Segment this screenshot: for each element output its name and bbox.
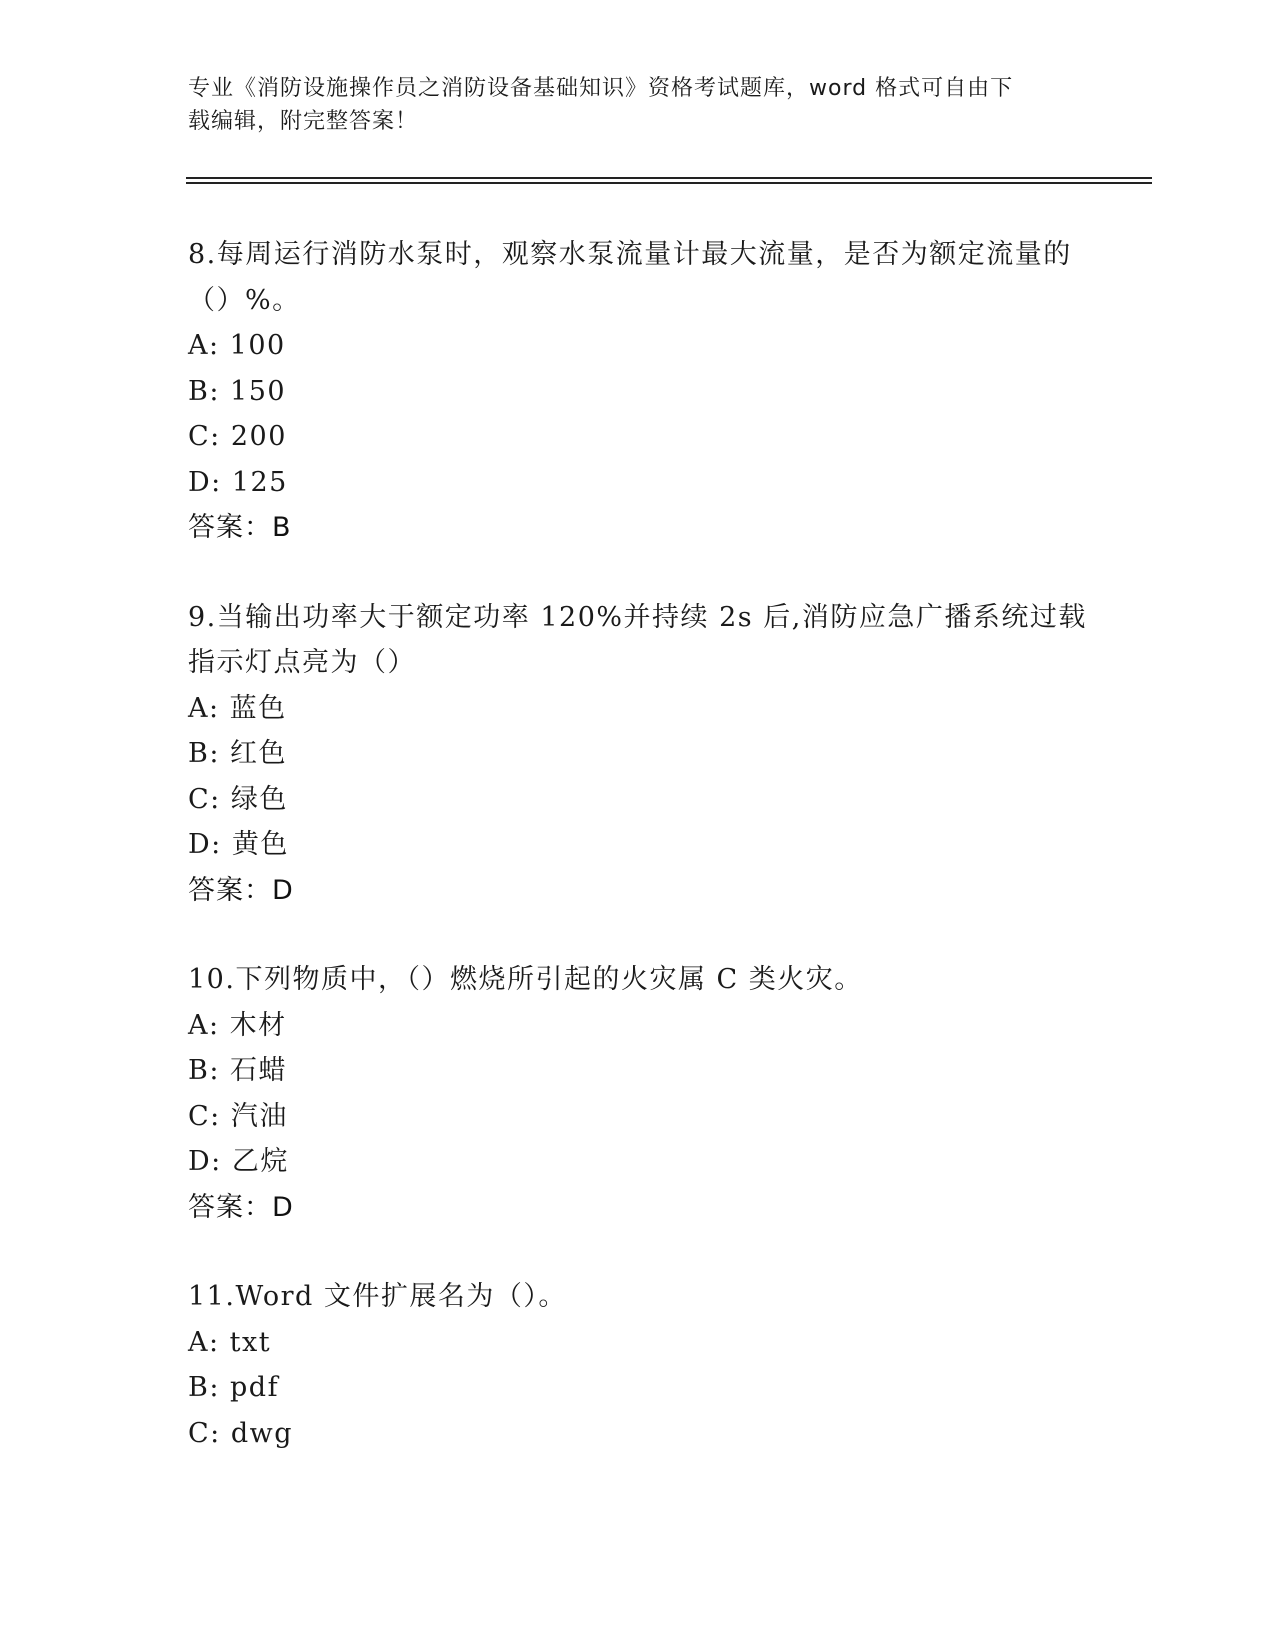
document-intro (188, 72, 1068, 138)
option-b: B: pdf (188, 1372, 280, 1403)
option-b: B: 150 (188, 375, 287, 407)
option-a: A: 蓝色 (188, 692, 287, 724)
question-list (188, 232, 1088, 1500)
option-a: A: 木材 (188, 1009, 287, 1041)
option-d: D: 黄色 (188, 829, 289, 860)
answer-line: 答案：B (188, 512, 292, 543)
option-d: D: 125 (188, 466, 288, 498)
option-a: A: txt (188, 1326, 272, 1358)
answer-line: 答案：D (188, 874, 294, 906)
header-divider-bottom (186, 182, 1152, 184)
intro-line-1: 专业《消防设施操作员之消防设备基础知识》资格考试题库，word 格式可自由下 (188, 76, 1014, 101)
intro-line-2: 载编辑，附完整答案！ (188, 109, 419, 134)
question-stem: 11.Word 文件扩展名为（）。 (188, 1281, 567, 1312)
question-stem: 9.当输出功率大于额定功率 120%并持续 2s 后,消防应急广播系统过载指示灯点亮为（） (188, 601, 1087, 678)
answer-line: 答案：D (188, 1191, 294, 1223)
option-c: C: dwg (188, 1417, 294, 1449)
option-d: D: 乙烷 (188, 1146, 289, 1177)
question-stem: 10.下列物质中，（）燃烧所引起的火灾属 C 类火灾。 (188, 964, 863, 995)
question-8 (188, 232, 1088, 551)
question-9 (188, 595, 1088, 914)
question-11 (188, 1274, 1088, 1456)
option-b: B: 红色 (188, 738, 288, 769)
header-divider-top (186, 177, 1152, 179)
option-c: C: 200 (188, 421, 287, 452)
option-c: C: 绿色 (188, 783, 288, 815)
option-c: C: 汽油 (188, 1100, 288, 1132)
option-a: A: 100 (188, 330, 286, 361)
question-stem: 8.每周运行消防水泵时，观察水泵流量计最大流量，是否为额定流量的（）%。 (188, 239, 1072, 316)
option-b: B: 石蜡 (188, 1055, 288, 1086)
question-10 (188, 957, 1088, 1230)
